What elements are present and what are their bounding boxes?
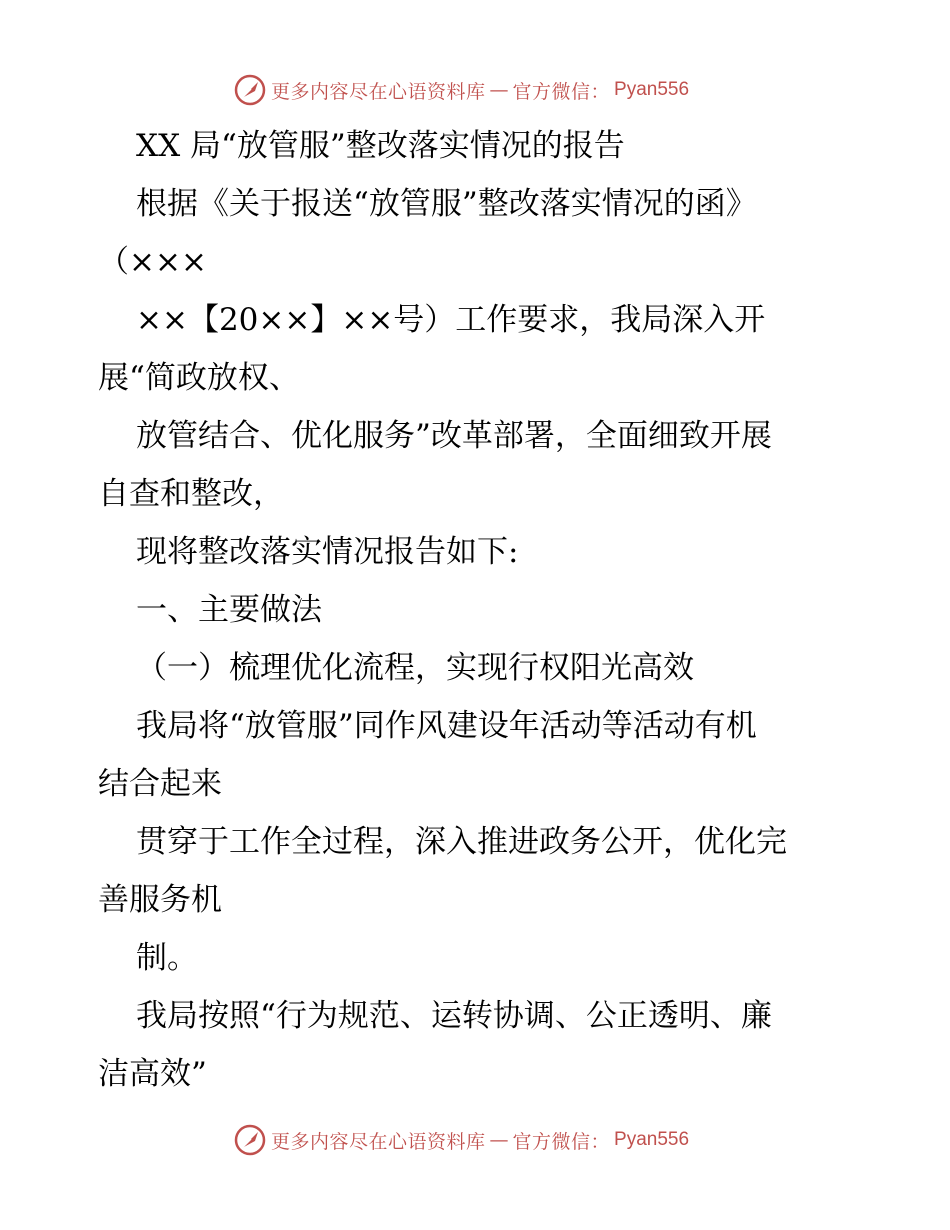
banner-site-name: 更多内容尽在心语资料库: [271, 1130, 486, 1153]
text-line: 根据《关于报送“放管服”整改落实情况的函》: [136, 186, 757, 222]
text-line: 结合起来: [98, 766, 222, 802]
quill-icon: [233, 73, 267, 107]
text-line: 制。: [136, 940, 198, 976]
text-line: 自查和整改，: [98, 476, 284, 512]
text-line: 我局将“放管服”同作风建设年活动等活动有机: [136, 708, 757, 744]
text-line: 展“简政放权、: [98, 360, 300, 396]
text-line: ××【20××】××号）工作要求，我局深入开: [136, 302, 766, 338]
banner-dash: —: [489, 79, 509, 101]
banner-dash: —: [489, 1129, 509, 1151]
banner-contact-label: 官方微信：: [512, 80, 611, 103]
document-title: XX 局“放管服”整改落实情况的报告: [136, 128, 625, 164]
quill-icon: [233, 1123, 267, 1157]
footer-banner: [233, 1120, 689, 1160]
section-heading: 一、主要做法: [136, 592, 322, 628]
text-line: 洁高效”: [98, 1056, 207, 1092]
banner-wechat-id: Pyan556: [614, 1129, 690, 1150]
text-line: （×××: [98, 244, 207, 280]
banner-wechat-id: Pyan556: [614, 79, 690, 100]
banner-site-name: 更多内容尽在心语资料库: [271, 80, 486, 103]
document-body: [98, 117, 858, 1103]
text-line: 放管结合、优化服务”改革部署，全面细致开展: [136, 418, 772, 454]
text-line: 贯穿于工作全过程，深入推进政务公开，优化完: [136, 824, 787, 860]
subsection-heading: （一）梳理优化流程，实现行权阳光高效: [136, 650, 694, 686]
banner-contact-label: 官方微信：: [512, 1130, 611, 1153]
text-line: 善服务机: [98, 882, 222, 918]
header-banner: [233, 70, 689, 110]
text-line: 我局按照“行为规范、运转协调、公正透明、廉: [136, 998, 772, 1034]
text-line: 现将整改落实情况报告如下:: [136, 534, 519, 570]
